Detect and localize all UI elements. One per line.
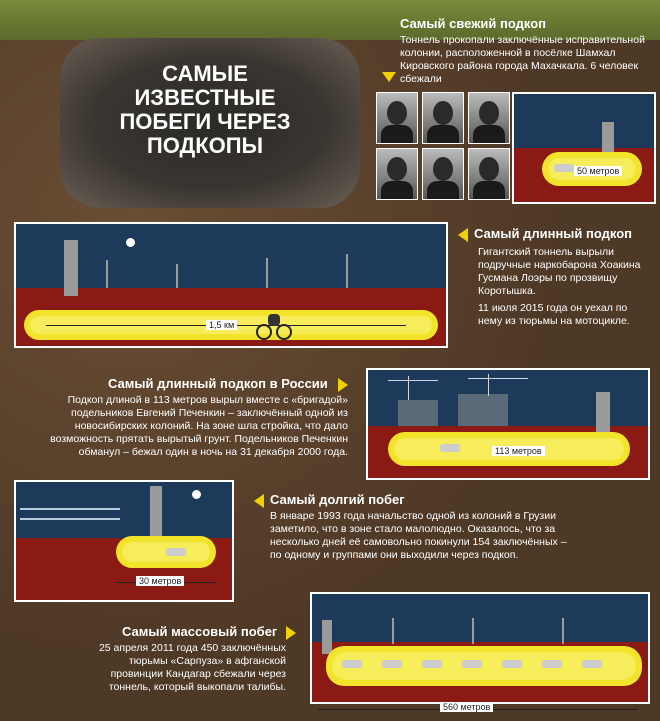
section-2-heading: Самый длинный подкоп: [474, 226, 633, 241]
section-3-text: Подкоп длиной в 113 метров вырыл вместе с «бригадой» подельников Евгений Печенкин – заключённый одной из новосибирских колоний. На зоне шла стройка, что дало возможность прятать вырытый грунт. Подельников Печенкин обманул – бежал один в ночь на 31 декабря 2000 года.: [50, 394, 348, 458]
section-5-text: 25 апреля 2011 года 450 заключённых тюрьмы «Сарпуза» в афганской провинции Кандагар сбежали через тоннель, который выкопали талибы.: [98, 642, 286, 693]
section-3-illustration: [366, 368, 650, 480]
crawling-prisoner-icon: [342, 660, 362, 668]
arrow-right-icon: [286, 626, 296, 640]
crawling-prisoner-icon: [382, 660, 402, 668]
crawling-prisoner-icon: [542, 660, 562, 668]
section-5-distance: 560 метров: [440, 702, 493, 712]
section-1-distance: 50 метров: [574, 166, 622, 176]
mugshots-grid: [376, 92, 508, 202]
arrow-left-icon: [458, 228, 468, 242]
mugshot-2: [422, 92, 464, 144]
section-4-distance: 30 метров: [136, 576, 184, 586]
arrow-down-icon: [382, 72, 396, 82]
moon-icon: [126, 238, 135, 247]
mugshot-1: [376, 92, 418, 144]
crawling-prisoner-icon: [582, 660, 602, 668]
section-1-illustration: [512, 92, 656, 204]
crawling-prisoner-icon: [440, 444, 460, 452]
section-2-illustration: [14, 222, 448, 348]
section-4-text: В январе 1993 года начальство одной из колоний в Грузии заметило, что в зоне стало малолюдно. Оказалось, что за несколько дней её самовольно покинули 154 заключённых – по одному и группами они выходили через подкоп.: [270, 510, 567, 561]
crawling-prisoner-icon: [462, 660, 482, 668]
mugshot-5: [422, 148, 464, 200]
section-2-text-2: 11 июля 2015 года он уехал по нему из тюрьмы на мотоцикле.: [478, 302, 630, 327]
section-2-text-1: Гигантский тоннель вырыли подручные наркобарона Хоакина Гусмана Лоэры по прозвищу Коротышка.: [478, 246, 641, 297]
section-3-heading: Самый длинный подкоп в России: [108, 376, 328, 391]
page-title: САМЫЕ ИЗВЕСТНЫЕ ПОБЕГИ ЧЕРЕЗ ПОДКОПЫ: [119, 61, 291, 158]
moon-icon: [192, 490, 201, 499]
section-2-distance: 1,5 км: [206, 320, 237, 330]
motorcycle-icon: [256, 314, 292, 336]
arrow-right-icon: [338, 378, 348, 392]
crawling-prisoner-icon: [422, 660, 442, 668]
section-1-heading: Самый свежий подкоп: [400, 16, 547, 31]
mugshot-3: [468, 92, 510, 144]
mugshot-6: [468, 148, 510, 200]
section-5-heading: Самый массовый побег: [122, 624, 278, 639]
mugshot-4: [376, 148, 418, 200]
crawling-prisoner-icon: [166, 548, 186, 556]
section-1-text: Тоннель прокопали заключённые исправительной колонии, расположенной в посёлке Шамхал Кировского района города Махачкала. 6 человек сбежали: [400, 34, 645, 85]
section-4-heading: Самый долгий побег: [270, 492, 405, 507]
section-4-illustration: [14, 480, 234, 602]
section-3-distance: 113 метров: [492, 446, 545, 456]
arrow-left-icon: [254, 494, 264, 508]
section-5-illustration: [310, 592, 650, 704]
crawling-prisoner-icon: [554, 164, 574, 172]
crawling-prisoner-icon: [502, 660, 522, 668]
